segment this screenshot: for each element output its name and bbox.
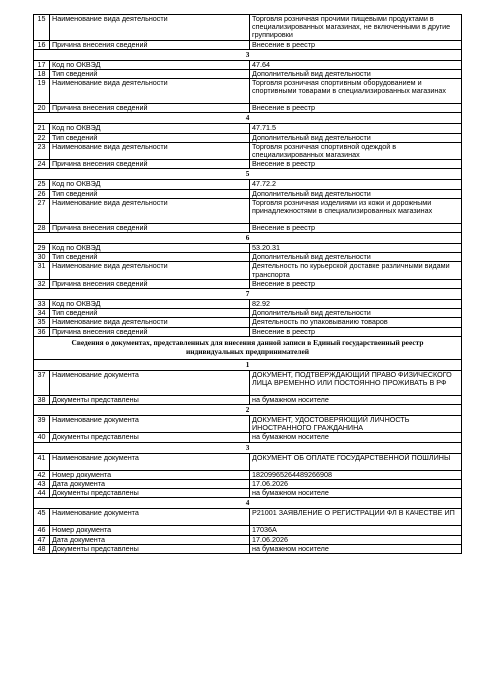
table-row — [34, 180, 462, 189]
field-value: Внесение в реестр — [250, 104, 462, 113]
field-name: Причина внесения сведений — [50, 279, 250, 288]
row-number: 46 — [34, 526, 50, 535]
row-number: 43 — [34, 479, 50, 488]
table-row — [34, 15, 462, 41]
field-value: ДОКУМЕНТ ОБ ОПЛАТЕ ГОСУДАРСТВЕННОЙ ПОШЛИНЫ — [250, 453, 462, 470]
row-number: 44 — [34, 489, 50, 498]
field-value: Деятельность по упаковыванию товаров — [250, 318, 462, 327]
field-name: Номер документа — [50, 470, 250, 479]
table-row — [34, 453, 462, 470]
section-header — [34, 113, 462, 124]
field-value: Торговля розничная изделиями из кожи и дорожными принадлежностями в специализированных магазинах — [250, 198, 462, 223]
section-number: 3 — [34, 49, 462, 60]
table-row — [34, 279, 462, 288]
section-number: 5 — [34, 169, 462, 180]
field-name: Документы представлены — [50, 489, 250, 498]
row-number: 37 — [34, 370, 50, 395]
table-row — [34, 160, 462, 169]
row-number: 20 — [34, 104, 50, 113]
table-row — [34, 544, 462, 553]
row-number: 48 — [34, 544, 50, 553]
section-header — [34, 233, 462, 244]
table-row — [34, 142, 462, 159]
field-name: Наименование документа — [50, 416, 250, 433]
field-value: Внесение в реестр — [250, 279, 462, 288]
field-name: Причина внесения сведений — [50, 104, 250, 113]
row-number: 18 — [34, 70, 50, 79]
field-value: на бумажном носителе — [250, 395, 462, 404]
field-name: Причина внесения сведений — [50, 40, 250, 49]
field-value: ДОКУМЕНТ, УДОСТОВЕРЯЮЩИЙ ЛИЧНОСТЬ ИНОСТРАННОГО ГРАЖДАНИНА — [250, 416, 462, 433]
section-header — [34, 442, 462, 453]
field-value: 18209965264489266908 — [250, 470, 462, 479]
field-value: 17036А — [250, 526, 462, 535]
row-number: 24 — [34, 160, 50, 169]
section-number: 4 — [34, 498, 462, 509]
row-number: 40 — [34, 433, 50, 442]
section-number: 1 — [34, 359, 462, 370]
section-header — [34, 49, 462, 60]
field-name: Тип сведений — [50, 309, 250, 318]
field-name: Дата документа — [50, 479, 250, 488]
row-number: 16 — [34, 40, 50, 49]
row-number: 41 — [34, 453, 50, 470]
table-row — [34, 262, 462, 279]
section-number: 2 — [34, 405, 462, 416]
table-row — [34, 416, 462, 433]
field-value: Внесение в реестр — [250, 40, 462, 49]
table-row — [34, 395, 462, 404]
section-number: 7 — [34, 289, 462, 300]
table-row — [34, 223, 462, 232]
row-number: 19 — [34, 79, 50, 104]
row-number: 45 — [34, 509, 50, 526]
table-row — [34, 370, 462, 395]
table-row — [34, 79, 462, 104]
field-name: Тип сведений — [50, 70, 250, 79]
row-number: 28 — [34, 223, 50, 232]
row-number: 33 — [34, 300, 50, 309]
table-row — [34, 133, 462, 142]
row-number: 31 — [34, 262, 50, 279]
field-name: Тип сведений — [50, 133, 250, 142]
row-number: 38 — [34, 395, 50, 404]
field-name: Код по ОКВЭД — [50, 60, 250, 69]
field-name: Код по ОКВЭД — [50, 124, 250, 133]
row-number: 29 — [34, 244, 50, 253]
field-name: Дата документа — [50, 535, 250, 544]
field-value: 53.20.31 — [250, 244, 462, 253]
documents-heading-row — [34, 336, 462, 359]
field-name: Причина внесения сведений — [50, 160, 250, 169]
field-name: Наименование документа — [50, 453, 250, 470]
table-row — [34, 198, 462, 223]
field-value: Дополнительный вид деятельности — [250, 133, 462, 142]
table-row — [34, 433, 462, 442]
field-value: 47.72.2 — [250, 180, 462, 189]
row-number: 21 — [34, 124, 50, 133]
table-row — [34, 40, 462, 49]
row-number: 36 — [34, 327, 50, 336]
table-row — [34, 535, 462, 544]
field-value: Торговля розничная спортивным оборудованием и спортивными товарами в специализированных магазинах — [250, 79, 462, 104]
row-number: 25 — [34, 180, 50, 189]
section-header — [34, 498, 462, 509]
field-value: на бумажном носителе — [250, 433, 462, 442]
table-row — [34, 318, 462, 327]
field-name: Наименование вида деятельности — [50, 318, 250, 327]
field-value: Внесение в реестр — [250, 160, 462, 169]
row-number: 30 — [34, 253, 50, 262]
field-value: Дополнительный вид деятельности — [250, 189, 462, 198]
table-row — [34, 60, 462, 69]
field-name: Наименование вида деятельности — [50, 15, 250, 41]
field-value: 47.71.5 — [250, 124, 462, 133]
field-name: Наименование вида деятельности — [50, 142, 250, 159]
section-header — [34, 405, 462, 416]
section-number: 3 — [34, 442, 462, 453]
field-value: Дополнительный вид деятельности — [250, 309, 462, 318]
field-value: Внесение в реестр — [250, 327, 462, 336]
field-name: Наименование вида деятельности — [50, 198, 250, 223]
field-value: 47.64 — [250, 60, 462, 69]
field-name: Код по ОКВЭД — [50, 300, 250, 309]
row-number: 32 — [34, 279, 50, 288]
field-value: на бумажном носителе — [250, 544, 462, 553]
section-header — [34, 359, 462, 370]
table-row — [34, 470, 462, 479]
section-header — [34, 289, 462, 300]
row-number: 17 — [34, 60, 50, 69]
table-row — [34, 244, 462, 253]
row-number: 27 — [34, 198, 50, 223]
field-name: Документы представлены — [50, 544, 250, 553]
field-value: Дополнительный вид деятельности — [250, 253, 462, 262]
table-row — [34, 327, 462, 336]
documents-heading: Сведения о документах, представленных для внесения данной записи в Единый государственный реестр индивидуальных предпринимателей — [34, 336, 462, 359]
field-value: 17.06.2026 — [250, 479, 462, 488]
field-name: Тип сведений — [50, 253, 250, 262]
field-value: Дополнительный вид деятельности — [250, 70, 462, 79]
field-value: на бумажном носителе — [250, 489, 462, 498]
field-name: Причина внесения сведений — [50, 327, 250, 336]
field-name: Код по ОКВЭД — [50, 180, 250, 189]
table-row — [34, 124, 462, 133]
row-number: 47 — [34, 535, 50, 544]
field-name: Наименование вида деятельности — [50, 79, 250, 104]
section-header — [34, 169, 462, 180]
table-row — [34, 489, 462, 498]
field-value: Деятельность по курьерской доставке различными видами транспорта — [250, 262, 462, 279]
field-value: Внесение в реестр — [250, 223, 462, 232]
row-number: 34 — [34, 309, 50, 318]
table-row — [34, 526, 462, 535]
field-value: 17.06.2026 — [250, 535, 462, 544]
row-number: 42 — [34, 470, 50, 479]
field-name: Наименование документа — [50, 370, 250, 395]
table-row — [34, 189, 462, 198]
field-value: Торговля розничная прочими пищевыми продуктами в специализированных магазинах, не включенными в другие группировки — [250, 15, 462, 41]
field-value: Торговля розничная спортивной одеждой в специализированных магазинах — [250, 142, 462, 159]
row-number: 39 — [34, 416, 50, 433]
field-name: Наименование документа — [50, 509, 250, 526]
table-row — [34, 104, 462, 113]
row-number: 23 — [34, 142, 50, 159]
register-table — [33, 14, 462, 554]
field-name: Причина внесения сведений — [50, 223, 250, 232]
register-extract-page — [33, 14, 462, 554]
section-number: 4 — [34, 113, 462, 124]
field-name: Номер документа — [50, 526, 250, 535]
field-value: ДОКУМЕНТ, ПОДТВЕРЖДАЮЩИЙ ПРАВО ФИЗИЧЕСКОГО ЛИЦА ВРЕМЕННО ИЛИ ПОСТОЯННО ПРОЖИВАТЬ В РФ — [250, 370, 462, 395]
field-name: Тип сведений — [50, 189, 250, 198]
field-value: 82.92 — [250, 300, 462, 309]
field-value: Р21001 ЗАЯВЛЕНИЕ О РЕГИСТРАЦИИ ФЛ В КАЧЕСТВЕ ИП — [250, 509, 462, 526]
row-number: 22 — [34, 133, 50, 142]
field-name: Документы представлены — [50, 395, 250, 404]
field-name: Документы представлены — [50, 433, 250, 442]
row-number: 26 — [34, 189, 50, 198]
table-row — [34, 300, 462, 309]
field-name: Код по ОКВЭД — [50, 244, 250, 253]
field-name: Наименование вида деятельности — [50, 262, 250, 279]
row-number: 35 — [34, 318, 50, 327]
section-number: 6 — [34, 233, 462, 244]
table-row — [34, 509, 462, 526]
row-number: 15 — [34, 15, 50, 41]
